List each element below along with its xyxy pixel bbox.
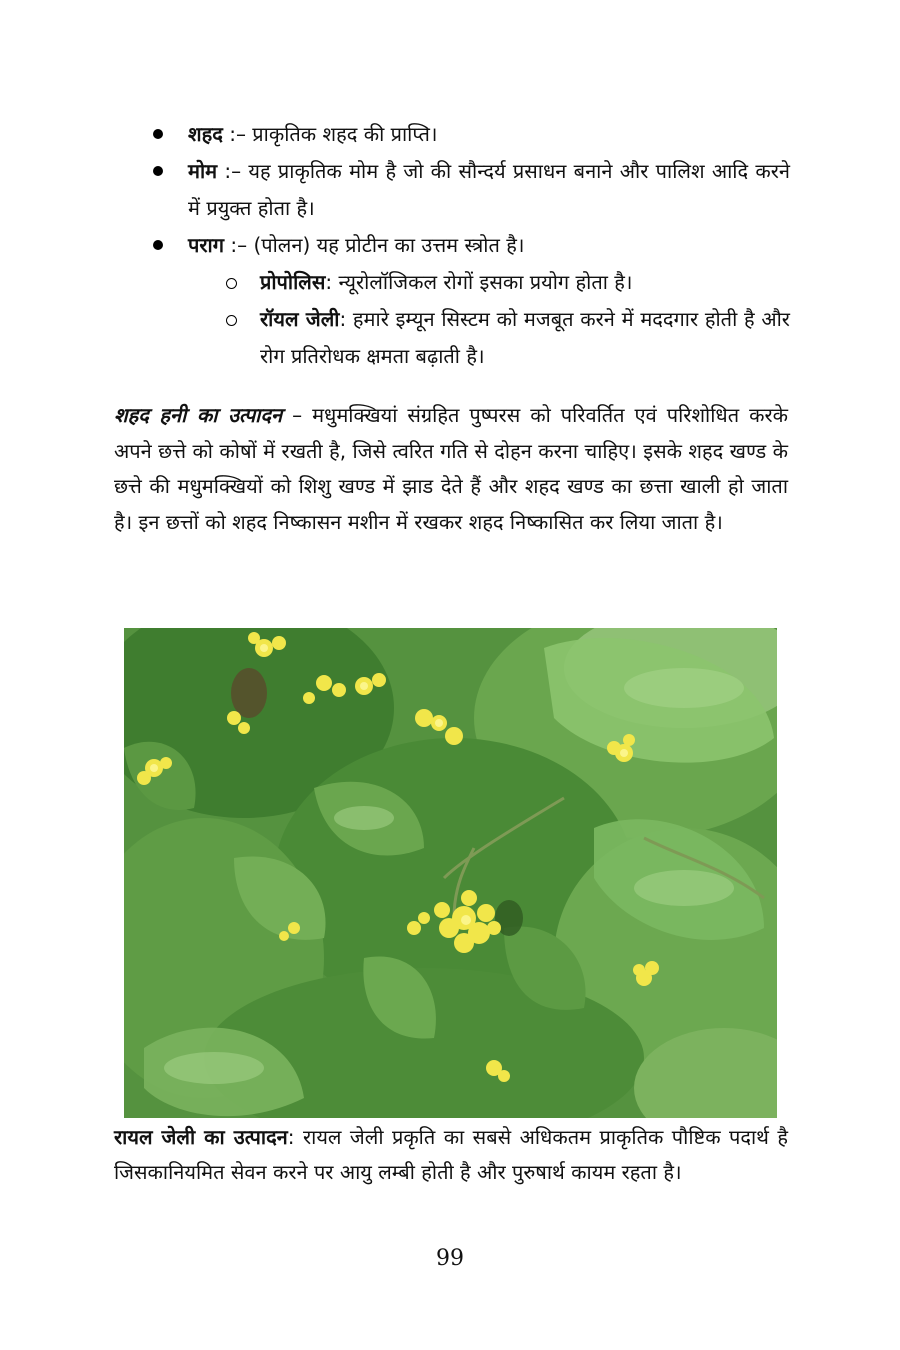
- bullet-dot-icon: [153, 166, 163, 176]
- royal-jelly-production-text: : रायल जेली प्रकृति का सबसे अधिकतम प्राकृतिक पौष्टिक पदार्थ है जिसकानियमित सेवन करने पर आयु लम्बी होती है और पुरुषार्थ कायम रहता है।: [114, 1125, 788, 1184]
- bullet-item-honey: [150, 116, 790, 153]
- bullet-item-pollen: [150, 227, 790, 264]
- sub-bullet-list: [224, 264, 790, 375]
- bullet-term: शहद: [188, 122, 223, 146]
- hollow-circle-bullet-icon: [226, 278, 237, 289]
- bullet-term: पराग: [188, 233, 224, 257]
- sub-bullet-term: रॉयल जेली: [260, 307, 340, 331]
- mustard-flowers-photo: [124, 628, 777, 1118]
- royal-jelly-production-heading: रायल जेली का उत्पादन: [114, 1125, 288, 1149]
- product-bullet-list: [150, 116, 790, 375]
- hollow-circle-bullet-icon: [226, 315, 237, 326]
- bullet-text: :– (पोलन) यह प्रोटीन का उत्तम स्त्रोत है।: [223, 233, 525, 257]
- bullet-dot-icon: [153, 129, 163, 139]
- honey-production-text: – मधुमक्खियां संग्रहित पुष्परस को परिवर्तित एवं परिशोधित करके अपने छत्ते को कोषों में रखती है, जिसे त्वरित गति से दोहन करना चाहिए। इसके शहद खण्ड के छत्ते की मधुमक्खियों को शिशु खण्ड में झाड देते हैं और शहद खण्ड का छत्ता खाली हो जाता है। इन छत्तों को शहद निष्कासन मशीन में रखकर शहद निष्कासित कर लिया जाता है।: [114, 403, 788, 534]
- honey-production-heading: शहद हनी का उत्पादन: [114, 403, 283, 427]
- royal-jelly-production-paragraph: [114, 1120, 788, 1190]
- page-number: 99: [436, 1246, 464, 1271]
- sub-bullet-item-royal-jelly: [224, 301, 790, 375]
- honey-production-paragraph: [114, 398, 788, 540]
- bullet-text: :– प्राकृतिक शहद की प्राप्ति।: [222, 122, 438, 146]
- bullet-dot-icon: [153, 240, 163, 250]
- bullet-text: :– यह प्राकृतिक मोम है जो की सौन्दर्य प्रसाधन बनाने और पालिश आदि करने में प्रयुक्त होता है।: [188, 159, 790, 220]
- sub-bullet-item-propolis: [224, 264, 790, 301]
- bullet-item-wax: [150, 153, 790, 227]
- sub-bullet-text: : न्यूरोलॉजिकल रोगों इसका प्रयोग होता है।: [325, 270, 633, 294]
- bullet-term: मोम: [188, 159, 218, 183]
- sub-bullet-term: प्रोपोलिस: [260, 270, 326, 294]
- sub-bullet-text: : हमारे इम्यून सिस्टम को मजबूत करने में मददगार होती है और रोग प्रतिरोधक क्षमता बढ़ाती है।: [260, 307, 790, 368]
